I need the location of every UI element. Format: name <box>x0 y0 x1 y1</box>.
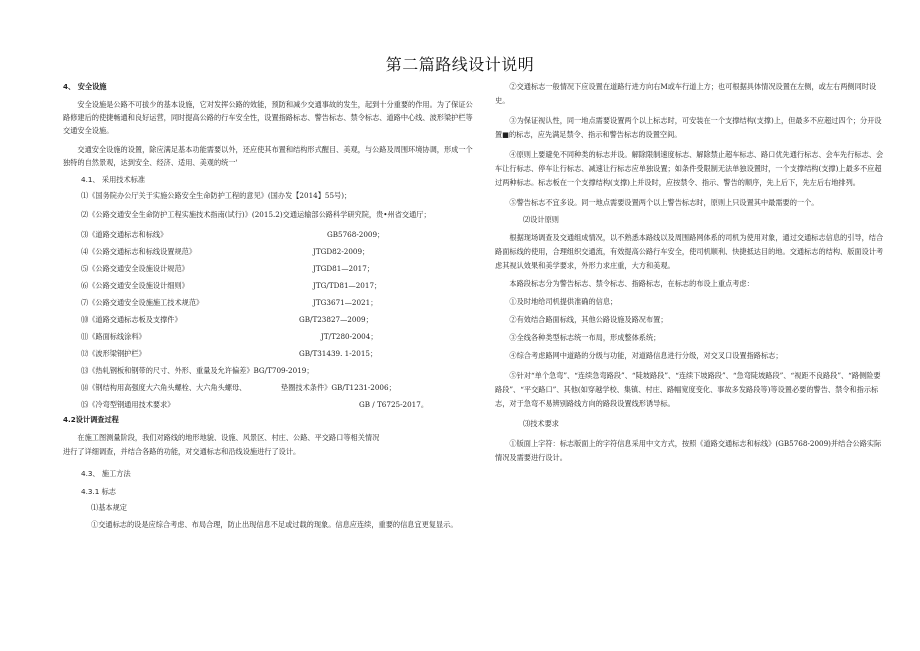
list-item: ③全线各种类型标志统一布局，形成整体系统； <box>509 333 661 342</box>
paragraph-sign-rule-5: ⑤警告标志不宜多设。同一地点需要设置两个以上警告标志时，原则上只设置其中最需要的一个。 <box>509 198 819 207</box>
reference-item-15 <box>63 400 475 410</box>
reference-item-2: ⑵《公路交通安全生命防护工程实施技术指南(试行)》(2015.2)交通运输部公路科学研究院，贵•州省交通厅； <box>81 210 431 219</box>
reference-title: ⑸《公路交通安全设施设计规范》 <box>81 264 189 273</box>
section-heading-4: 4、 安全设施 <box>63 82 107 91</box>
paragraph-sign-rule-2: ②交通标志一般情况下应设置在道路行进方向右M或车行道上方；也可根据具体情况设置在左侧，或左右两侧同时设史。 <box>495 82 877 105</box>
reference-title: ⒂《冷弯型钢通用技术要求》 <box>81 400 175 409</box>
reference-code: GB5768-2009； <box>327 230 385 239</box>
list-item: ④综合考虑路网中道路的分级与功能，对道路信息进行分级，对交叉口设置指路标志； <box>509 351 783 360</box>
reference-title: ⑹《公路交通安全设施设计细则》 <box>81 281 189 290</box>
reference-item-14 <box>63 383 475 393</box>
section-heading-4-3: 4.3、 施工方法 <box>81 469 131 478</box>
reference-item-13 <box>63 366 475 376</box>
reference-item-6 <box>63 281 475 291</box>
section-heading-4-2: 4.2设计调查过程 <box>63 415 119 424</box>
subheading-design-principles: ⑵设计原则 <box>523 215 559 224</box>
reference-code: GB / T6725-2017。 <box>359 400 429 409</box>
page-title: 第二篇路线设计说明 <box>385 55 535 74</box>
paragraph-sign-categories: 本路段标志分为警告标志、禁令标志、指路标志，在标志的布设上重点考虑： <box>509 279 754 288</box>
reference-item-7 <box>63 298 475 308</box>
paragraph-sign-rule-1: ①交通标志的设是应综合考虑、布局合理，防止出现信息不足或过载的现象。信息应连续，重要的信息宜更复显示。 <box>91 520 458 529</box>
paragraph-survey: 在施工图测量阶段，我们对路线的地形地貌、设施、风景区、村庄、公路、平交路口等相关情况进行了详细调查，并结合各路的功能，对交通标志和沿线设施进行了设计。 <box>63 433 380 456</box>
reference-item-1: ⑴《国务院办公厅关于实施公路安全生命防护工程的意见》(国办发【2014】55号)； <box>81 191 352 200</box>
section-heading-4-1: 4.1、 采用技术标准 <box>81 175 146 184</box>
reference-title: ⑾《路面标线涂料》 <box>81 332 146 341</box>
paragraph-design-principles: 根据现场调查及交通组成情况，以不熟悉本路线以及周围路网体系的司机为使用对象，通过交通标志信息的引导，结合路面标线的使用，合理组织交通流，有效提高公路行车安全，使司机顺利、快捷抵达目的地。交通标志的结构、版面设计考虑其视认效果和美学要求，外形力求庄重，大方和美观。 <box>495 233 884 270</box>
reference-title: ⑺《公路交通安全设施施工技术规范》 <box>81 298 204 307</box>
reference-code: JT/T280-2004； <box>321 332 378 341</box>
reference-code: JTGD81—2017； <box>313 264 374 273</box>
paragraph-sign-rule-4: ④原则上要避免不同种类的标志并设。解除限制速度标志、解除禁止超车标志、路口优先通行标志、会车先行标志、会车让行标志、停车让行标志、减速让行标志应单独设置；如条件受限制无法单独设置时，一个支撑结构(支撑)上最多不应超过两种标志。标志板在一个支撑结构(支撑)上并设时，应按禁令、指示、警告的顺序，先上后下，先左后右地排列。 <box>495 150 884 187</box>
subheading-basic-rules: ⑴基本规定 <box>91 503 127 512</box>
paragraph-warning-signs: ⑤针对“单个急弯”、“连续急弯路段”、“陡坡路段”、“连续下坡路段”、“急弯陡坡路段”、“视距不良路段”、“路侧险要路段”、“平交路口”、其他(如穿越学校、集镇、村庄、路幅宽度变化、事故多发路段等)等设置必要的警告、禁令和指示标志，对于急弯不易辨别路线方向的路段设置线形诱导标。 <box>495 371 881 408</box>
reference-code: GB/T31439. 1-2015； <box>299 349 378 358</box>
reference-title: ⒀《热轧钢板和钢带的尺寸、外形、重量及允许偏差》BG/T709-2019； <box>81 366 314 375</box>
reference-code: JTGD82-2009； <box>313 247 370 256</box>
reference-title: ⑿《波形梁钢护栏》 <box>81 349 146 358</box>
paragraph-safety-intro: 安全设施是公路不可拔少的基本设施，它对发挥公路的效能，预防和减少交通事故的发生，起到十分重要的作用。为了保证公路修建后的使捷畅通和良好运营，同时提高公路的行车安全性，设置指路标志、警告标志、禁令标志、道路中心线、波形梁护栏等交通安全设施。 <box>63 100 473 135</box>
paragraph-characters: ①版面上字符：标志版面上的字符信息采用中文方式，按照《道路交通标志和标线》(GB5768-2009)并结合公路实际情况及需要进行设计。 <box>495 439 882 462</box>
reference-item-4 <box>63 247 475 257</box>
list-item: ①及时地给司机提供准确的信息； <box>509 297 618 306</box>
reference-title: ⒁《钢结构用高强度大六角头螺栓、大六角头螺母、 <box>81 383 247 392</box>
reference-code: GB/T23827—2009； <box>299 315 373 324</box>
right-column <box>495 80 885 465</box>
reference-item-10 <box>63 315 475 325</box>
reference-item-3 <box>63 230 475 240</box>
section-heading-4-3-1: 4.3.1 标志 <box>81 487 116 496</box>
reference-title: ⑷《公路交通标志和标线设置规范》 <box>81 247 197 256</box>
subheading-technical-requirements: ⑶技术要求 <box>523 419 559 428</box>
reference-title: ⑶《道路交通标志和标线》 <box>81 230 168 239</box>
reference-code: 垫圈技术条件》GB/T1231-2006； <box>281 383 396 392</box>
paragraph-safety-design: 交通安全设施的设置，除应满足基本功能需要以外，还应使其布置和结构形式醒目、美观，与公路及周围环境协调，形成一个独特的自然景观，达到安全、经济、适用、美观的统一' <box>63 145 473 167</box>
reference-item-12 <box>63 349 475 359</box>
reference-title: ⑽《道路交通标志板及支撑件》 <box>81 315 182 324</box>
list-item: ②有效结合路面标线，其他公路设施及路况布置； <box>509 315 668 324</box>
reference-item-5 <box>63 264 475 274</box>
left-column <box>63 80 475 530</box>
reference-item-11 <box>63 332 475 342</box>
reference-code: JTG3671—2021； <box>313 298 378 307</box>
reference-code: JTG/TD81—2017； <box>313 281 382 290</box>
paragraph-sign-rule-3: ③为保证视认性，同一地点需要设置两个以上标志时，可安装在一个支撑结构(支撑)上，但最多不应超过四个；分开设置■的标志，应先满足禁令、指示和警告标志的设置空间。 <box>495 116 882 139</box>
